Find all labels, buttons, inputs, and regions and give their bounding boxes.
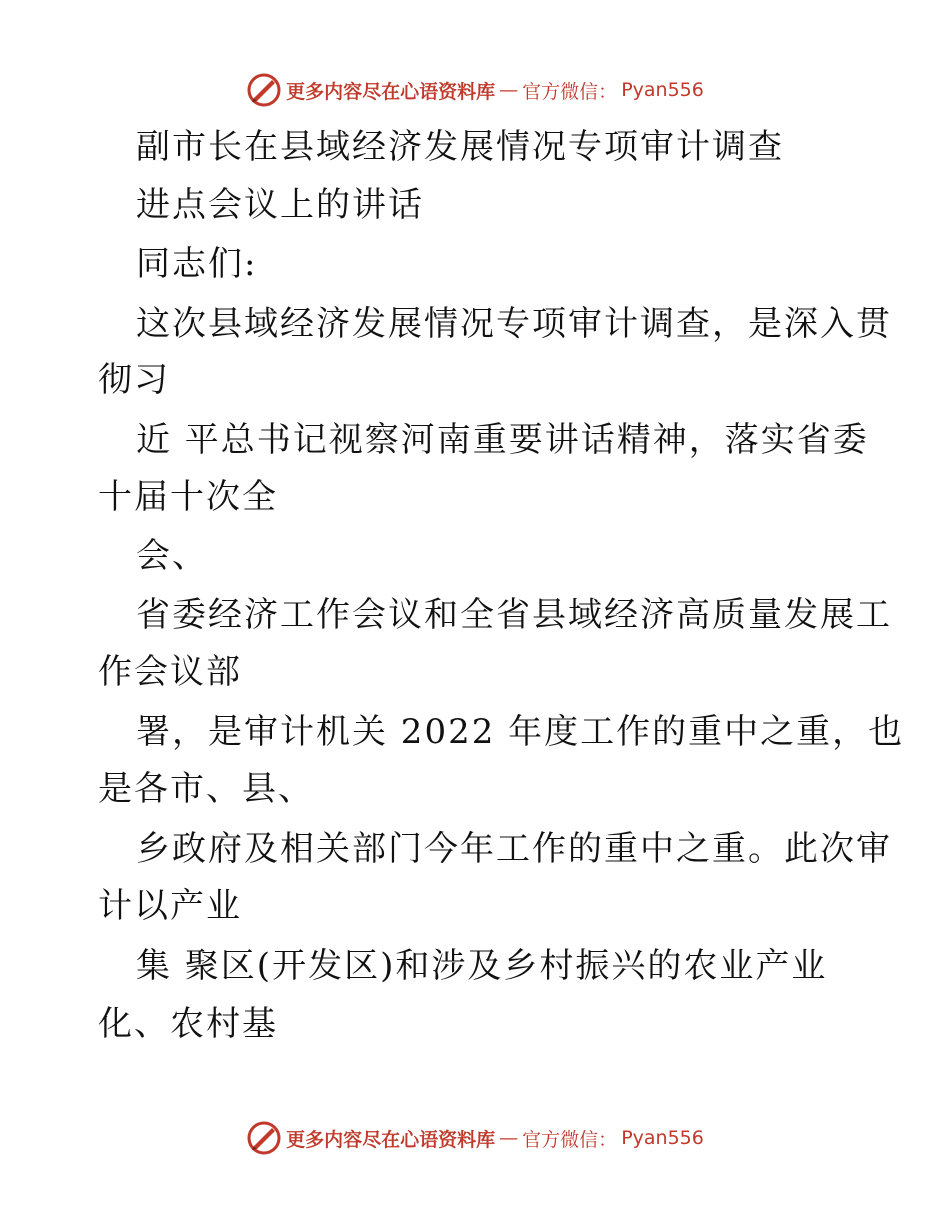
paragraph-line: 是各市、县、 (98, 769, 314, 809)
title-line-1: 副市长在县域经济发展情况专项审计调查 (136, 127, 784, 167)
banner-dash: — (499, 1127, 519, 1149)
paragraph-line: 化、农村基 (98, 1004, 278, 1044)
paragraph-line: 作会议部 (98, 652, 242, 692)
banner-account: Pyan556 (621, 1127, 704, 1149)
title-line-2: 进点会议上的讲话 (136, 185, 424, 225)
salutation: 同志们: (136, 244, 258, 284)
banner-main-text: 更多内容尽在心语资料库 (286, 80, 496, 103)
paragraph-line: 省委经济工作会议和全省县域经济高质量发展工 (136, 595, 892, 635)
banner-wechat-label: 官方微信： (522, 80, 618, 103)
banner-main-text: 更多内容尽在心语资料库 (286, 1128, 496, 1151)
banner-account: Pyan556 (621, 79, 704, 101)
brush-logo-icon (246, 72, 282, 108)
paragraph-line: 十届十次全 (98, 477, 278, 517)
brush-logo-icon (246, 1120, 282, 1156)
footer-watermark-banner (0, 1118, 950, 1158)
banner-wechat-label: 官方微信： (522, 1128, 618, 1151)
paragraph-line: 近 平总书记视察河南重要讲话精神，落实省委 (136, 420, 869, 460)
paragraph-line: 彻习 (98, 360, 170, 400)
header-watermark-banner (0, 70, 950, 110)
paragraph-line: 这次县域经济发展情况专项审计调查，是深入贯 (136, 304, 892, 344)
paragraph-line: 乡政府及相关部门今年工作的重中之重。此次审 (136, 829, 892, 869)
paragraph-line: 会、 (136, 536, 208, 576)
paragraph-line: 集 聚区(开发区)和涉及乡村振兴的农业产业 (136, 946, 828, 986)
paragraph-line: 署，是审计机关 2022 年度工作的重中之重，也 (136, 712, 905, 752)
paragraph-line: 计以产业 (98, 886, 242, 926)
banner-dash: — (499, 79, 519, 101)
